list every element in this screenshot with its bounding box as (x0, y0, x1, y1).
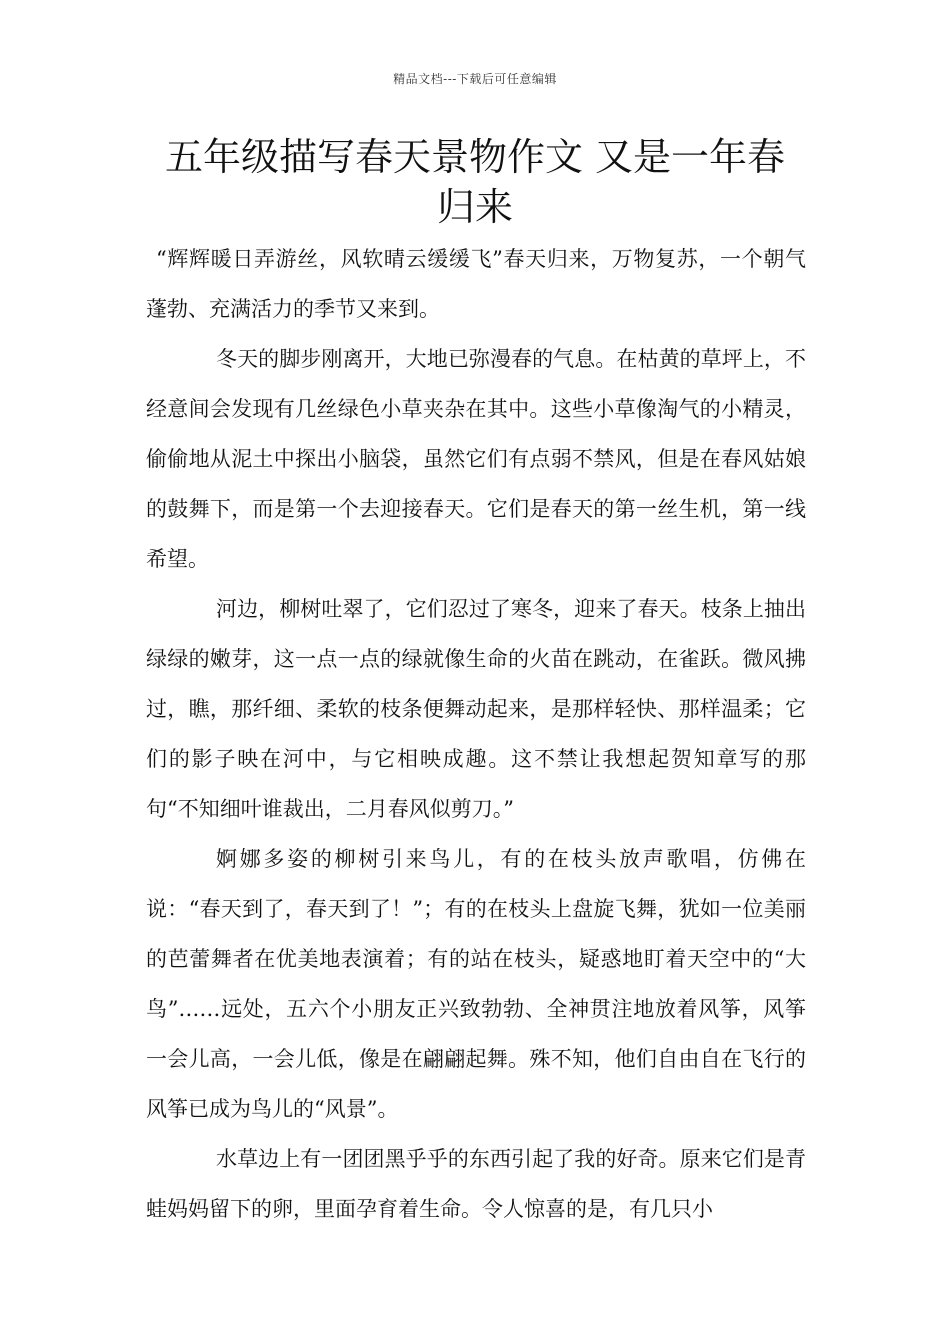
document-title (145, 132, 805, 232)
paragraph-4: 婀娜多姿的柳树引来鸟儿，有的在枝头放声歌唱，仿佛在说：“春天到了，春天到了！”；有的在枝头上盘旋飞舞，犹如一位美丽的芭蕾舞者在优美地表演着；有的站在枝头，疑惑地盯着天空中的“大鸟”……远处，五六个小朋友正兴致勃勃、全神贯注地放着风筝，风筝一会儿高，一会儿低，像是在翩翩起舞。殊不知，他们自由自在飞行的风筝已成为鸟儿的“风景”。 (146, 847, 806, 1121)
paragraph-1: “辉辉暖日弄游丝，风软晴云缓缓飞”春天归来，万物复苏，一个朝气蓬勃、充满活力的季节又来到。 (146, 247, 806, 321)
paragraph-3: 河边，柳树吐翠了，它们忍过了寒冬，迎来了春天。枝条上抽出绿绿的嫩芽，这一点一点的绿就像生命的火苗在跳动，在雀跃。微风拂过，瞧，那纤细、柔软的枝条便舞动起来，是那样轻快、那样温柔；它们的影子映在河中，与它相映成趣。这不禁让我想起贺知章写的那句“不知细叶谁裁出，二月春风似剪刀。” (146, 597, 806, 821)
paragraph-5: 水草边上有一团团黑乎乎的东西引起了我的好奇。原来它们是青蛙妈妈留下的卵，里面孕育着生命。令人惊喜的是，有几只小 (146, 1147, 806, 1221)
title-line-2: 归来 (436, 185, 513, 229)
document-body (146, 234, 806, 1234)
title-line-1: 五年级描写春天景物作文 又是一年春 (164, 135, 786, 179)
paragraph-2: 冬天的脚步刚离开，大地已弥漫春的气息。在枯黄的草坪上，不经意间会发现有几丝绿色小草夹杂在其中。这些小草像淘气的小精灵，偷偷地从泥土中探出小脑袋，虽然它们有点弱不禁风，但是在春风姑娘的鼓舞下，而是第一个去迎接春天。它们是春天的第一丝生机，第一线希望。 (146, 347, 806, 571)
page-header: 精品文档---下载后可任意编辑 (393, 72, 557, 86)
